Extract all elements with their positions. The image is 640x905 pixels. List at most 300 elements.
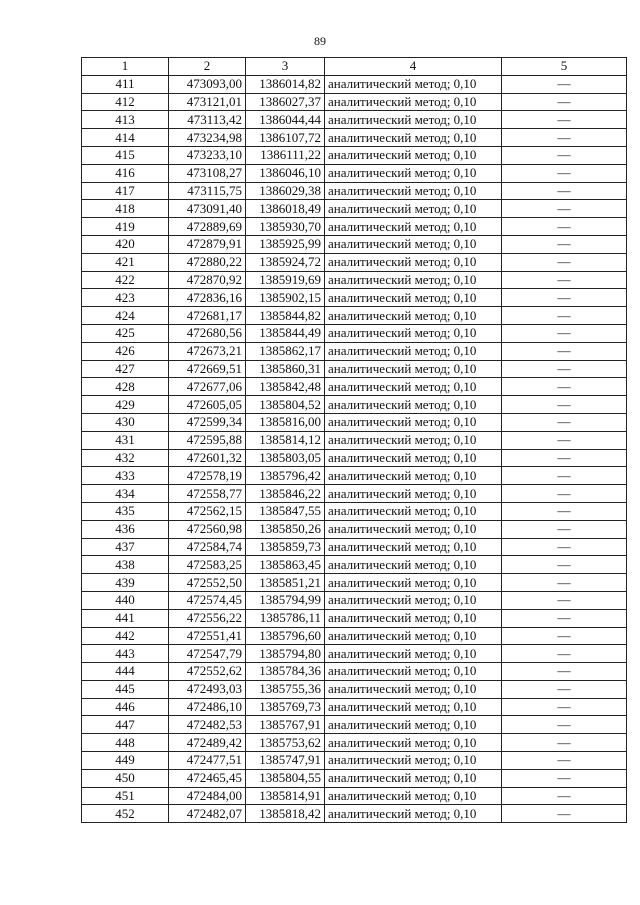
note-cell xyxy=(502,680,627,698)
y-coordinate-cell: 1385863,45 xyxy=(246,556,325,574)
column-header-2: 2 xyxy=(169,58,246,76)
note-cell xyxy=(502,360,627,378)
x-coordinate-cell: 472552,62 xyxy=(169,663,246,681)
point-number-cell: 421 xyxy=(82,253,169,271)
dash-mark: — xyxy=(557,165,571,181)
point-number-cell: 429 xyxy=(82,396,169,414)
table-row xyxy=(82,485,627,503)
table-row xyxy=(82,307,627,325)
x-coordinate-cell: 473093,00 xyxy=(169,75,246,93)
dash-mark: — xyxy=(557,76,571,92)
method-cell: аналитический метод; 0,10 xyxy=(325,182,502,200)
y-coordinate-cell: 1385794,99 xyxy=(246,591,325,609)
method-cell: аналитический метод; 0,10 xyxy=(325,360,502,378)
note-cell xyxy=(502,556,627,574)
x-coordinate-cell: 472556,22 xyxy=(169,609,246,627)
y-coordinate-cell: 1385753,62 xyxy=(246,734,325,752)
table-row xyxy=(82,146,627,164)
method-cell: аналитический метод; 0,10 xyxy=(325,431,502,449)
y-coordinate-cell: 1385803,05 xyxy=(246,449,325,467)
point-number-cell: 434 xyxy=(82,485,169,503)
method-cell: аналитический метод; 0,10 xyxy=(325,734,502,752)
table-row xyxy=(82,645,627,663)
note-cell xyxy=(502,663,627,681)
x-coordinate-cell: 473115,75 xyxy=(169,182,246,200)
x-coordinate-cell: 472486,10 xyxy=(169,698,246,716)
x-coordinate-cell: 472583,25 xyxy=(169,556,246,574)
table-row xyxy=(82,680,627,698)
dash-mark: — xyxy=(557,752,571,768)
dash-mark: — xyxy=(557,111,571,127)
method-cell: аналитический метод; 0,10 xyxy=(325,164,502,182)
y-coordinate-cell: 1385930,70 xyxy=(246,218,325,236)
dash-mark: — xyxy=(557,663,571,679)
note-cell xyxy=(502,413,627,431)
table-row xyxy=(82,182,627,200)
point-number-cell: 435 xyxy=(82,502,169,520)
point-number-cell: 427 xyxy=(82,360,169,378)
point-number-cell: 444 xyxy=(82,663,169,681)
dash-mark: — xyxy=(557,396,571,412)
dash-mark: — xyxy=(557,467,571,483)
method-cell: аналитический метод; 0,10 xyxy=(325,271,502,289)
dash-mark: — xyxy=(557,805,571,821)
point-number-cell: 416 xyxy=(82,164,169,182)
method-cell: аналитический метод; 0,10 xyxy=(325,680,502,698)
x-coordinate-cell: 472595,88 xyxy=(169,431,246,449)
table-body xyxy=(82,75,627,822)
x-coordinate-cell: 472562,15 xyxy=(169,502,246,520)
table-row xyxy=(82,769,627,787)
dash-mark: — xyxy=(557,343,571,359)
table-row xyxy=(82,591,627,609)
method-cell: аналитический метод; 0,10 xyxy=(325,129,502,147)
method-cell: аналитический метод; 0,10 xyxy=(325,574,502,592)
dash-mark: — xyxy=(557,93,571,109)
table-header-row xyxy=(82,58,627,76)
x-coordinate-cell: 472681,17 xyxy=(169,307,246,325)
y-coordinate-cell: 1385902,15 xyxy=(246,289,325,307)
note-cell xyxy=(502,609,627,627)
y-coordinate-cell: 1385796,42 xyxy=(246,467,325,485)
table-row xyxy=(82,200,627,218)
y-coordinate-cell: 1385769,73 xyxy=(246,698,325,716)
point-number-cell: 418 xyxy=(82,200,169,218)
page-number: 89 xyxy=(314,34,326,48)
point-number-cell: 430 xyxy=(82,413,169,431)
note-cell xyxy=(502,467,627,485)
y-coordinate-cell: 1385847,55 xyxy=(246,502,325,520)
point-number-cell: 414 xyxy=(82,129,169,147)
dash-mark: — xyxy=(557,681,571,697)
method-cell: аналитический метод; 0,10 xyxy=(325,235,502,253)
method-cell: аналитический метод; 0,10 xyxy=(325,556,502,574)
table-row xyxy=(82,324,627,342)
x-coordinate-cell: 472489,42 xyxy=(169,734,246,752)
point-number-cell: 415 xyxy=(82,146,169,164)
table-row xyxy=(82,627,627,645)
note-cell xyxy=(502,752,627,770)
y-coordinate-cell: 1385804,55 xyxy=(246,769,325,787)
method-cell: аналитический метод; 0,10 xyxy=(325,378,502,396)
x-coordinate-cell: 472552,50 xyxy=(169,574,246,592)
table-row xyxy=(82,805,627,823)
method-cell: аналитический метод; 0,10 xyxy=(325,253,502,271)
point-number-cell: 445 xyxy=(82,680,169,698)
dash-mark: — xyxy=(557,716,571,732)
point-number-cell: 411 xyxy=(82,75,169,93)
method-cell: аналитический метод; 0,10 xyxy=(325,449,502,467)
x-coordinate-cell: 472601,32 xyxy=(169,449,246,467)
table-row xyxy=(82,609,627,627)
point-number-cell: 419 xyxy=(82,218,169,236)
dash-mark: — xyxy=(557,485,571,501)
note-cell xyxy=(502,235,627,253)
dash-mark: — xyxy=(557,360,571,376)
point-number-cell: 432 xyxy=(82,449,169,467)
method-cell: аналитический метод; 0,10 xyxy=(325,396,502,414)
x-coordinate-cell: 472465,45 xyxy=(169,769,246,787)
dash-mark: — xyxy=(557,129,571,145)
dash-mark: — xyxy=(557,556,571,572)
y-coordinate-cell: 1385851,21 xyxy=(246,574,325,592)
dash-mark: — xyxy=(557,610,571,626)
point-number-cell: 436 xyxy=(82,520,169,538)
y-coordinate-cell: 1385786,11 xyxy=(246,609,325,627)
point-number-cell: 431 xyxy=(82,431,169,449)
y-coordinate-cell: 1385844,82 xyxy=(246,307,325,325)
table-row xyxy=(82,520,627,538)
method-cell: аналитический метод; 0,10 xyxy=(325,413,502,431)
method-cell: аналитический метод; 0,10 xyxy=(325,716,502,734)
method-cell: аналитический метод; 0,10 xyxy=(325,467,502,485)
note-cell xyxy=(502,289,627,307)
table-row xyxy=(82,253,627,271)
point-number-cell: 451 xyxy=(82,787,169,805)
x-coordinate-cell: 473108,27 xyxy=(169,164,246,182)
method-cell: аналитический метод; 0,10 xyxy=(325,146,502,164)
point-number-cell: 413 xyxy=(82,111,169,129)
dash-mark: — xyxy=(557,699,571,715)
dash-mark: — xyxy=(557,734,571,750)
note-cell xyxy=(502,75,627,93)
dash-mark: — xyxy=(557,325,571,341)
note-cell xyxy=(502,307,627,325)
x-coordinate-cell: 473113,42 xyxy=(169,111,246,129)
y-coordinate-cell: 1386018,49 xyxy=(246,200,325,218)
point-number-cell: 449 xyxy=(82,752,169,770)
method-cell: аналитический метод; 0,10 xyxy=(325,111,502,129)
y-coordinate-cell: 1385846,22 xyxy=(246,485,325,503)
column-header-3: 3 xyxy=(246,58,325,76)
dash-mark: — xyxy=(557,770,571,786)
method-cell: аналитический метод; 0,10 xyxy=(325,307,502,325)
y-coordinate-cell: 1386027,37 xyxy=(246,93,325,111)
method-cell: аналитический метод; 0,10 xyxy=(325,324,502,342)
note-cell xyxy=(502,164,627,182)
note-cell xyxy=(502,769,627,787)
method-cell: аналитический метод; 0,10 xyxy=(325,538,502,556)
x-coordinate-cell: 472493,03 xyxy=(169,680,246,698)
y-coordinate-cell: 1385859,73 xyxy=(246,538,325,556)
table-row xyxy=(82,663,627,681)
table-row xyxy=(82,413,627,431)
method-cell: аналитический метод; 0,10 xyxy=(325,200,502,218)
point-number-cell: 452 xyxy=(82,805,169,823)
note-cell xyxy=(502,146,627,164)
column-header-4: 4 xyxy=(325,58,502,76)
dash-mark: — xyxy=(557,289,571,305)
note-cell xyxy=(502,698,627,716)
point-number-cell: 417 xyxy=(82,182,169,200)
dash-mark: — xyxy=(557,574,571,590)
point-number-cell: 438 xyxy=(82,556,169,574)
x-coordinate-cell: 472584,74 xyxy=(169,538,246,556)
note-cell xyxy=(502,182,627,200)
note-cell xyxy=(502,431,627,449)
dash-mark: — xyxy=(557,788,571,804)
point-number-cell: 441 xyxy=(82,609,169,627)
table-row xyxy=(82,787,627,805)
y-coordinate-cell: 1386107,72 xyxy=(246,129,325,147)
table-row xyxy=(82,342,627,360)
point-number-cell: 442 xyxy=(82,627,169,645)
dash-mark: — xyxy=(557,147,571,163)
point-number-cell: 424 xyxy=(82,307,169,325)
method-cell: аналитический метод; 0,10 xyxy=(325,218,502,236)
y-coordinate-cell: 1385804,52 xyxy=(246,396,325,414)
note-cell xyxy=(502,805,627,823)
point-number-cell: 420 xyxy=(82,235,169,253)
note-cell xyxy=(502,378,627,396)
table-row xyxy=(82,235,627,253)
note-cell xyxy=(502,324,627,342)
method-cell: аналитический метод; 0,10 xyxy=(325,502,502,520)
dash-mark: — xyxy=(557,645,571,661)
x-coordinate-cell: 472669,51 xyxy=(169,360,246,378)
point-number-cell: 439 xyxy=(82,574,169,592)
table-row xyxy=(82,289,627,307)
note-cell xyxy=(502,218,627,236)
point-number-cell: 425 xyxy=(82,324,169,342)
table-row xyxy=(82,396,627,414)
point-number-cell: 428 xyxy=(82,378,169,396)
x-coordinate-cell: 472677,06 xyxy=(169,378,246,396)
point-number-cell: 433 xyxy=(82,467,169,485)
table-row xyxy=(82,467,627,485)
y-coordinate-cell: 1385784,36 xyxy=(246,663,325,681)
x-coordinate-cell: 472880,22 xyxy=(169,253,246,271)
note-cell xyxy=(502,591,627,609)
x-coordinate-cell: 472574,45 xyxy=(169,591,246,609)
y-coordinate-cell: 1385844,49 xyxy=(246,324,325,342)
x-coordinate-cell: 472547,79 xyxy=(169,645,246,663)
x-coordinate-cell: 472558,77 xyxy=(169,485,246,503)
note-cell xyxy=(502,716,627,734)
table-row xyxy=(82,164,627,182)
method-cell: аналитический метод; 0,10 xyxy=(325,698,502,716)
note-cell xyxy=(502,342,627,360)
dash-mark: — xyxy=(557,254,571,270)
y-coordinate-cell: 1385794,80 xyxy=(246,645,325,663)
note-cell xyxy=(502,200,627,218)
table-row xyxy=(82,698,627,716)
x-coordinate-cell: 472551,41 xyxy=(169,627,246,645)
x-coordinate-cell: 473121,01 xyxy=(169,93,246,111)
y-coordinate-cell: 1385796,60 xyxy=(246,627,325,645)
table-row xyxy=(82,574,627,592)
dash-mark: — xyxy=(557,538,571,554)
y-coordinate-cell: 1385860,31 xyxy=(246,360,325,378)
y-coordinate-cell: 1385814,12 xyxy=(246,431,325,449)
method-cell: аналитический метод; 0,10 xyxy=(325,787,502,805)
dash-mark: — xyxy=(557,521,571,537)
dash-mark: — xyxy=(557,592,571,608)
note-cell xyxy=(502,111,627,129)
method-cell: аналитический метод; 0,10 xyxy=(325,663,502,681)
method-cell: аналитический метод; 0,10 xyxy=(325,485,502,503)
table-row xyxy=(82,378,627,396)
x-coordinate-cell: 472477,51 xyxy=(169,752,246,770)
method-cell: аналитический метод; 0,10 xyxy=(325,805,502,823)
x-coordinate-cell: 472599,34 xyxy=(169,413,246,431)
x-coordinate-cell: 472680,56 xyxy=(169,324,246,342)
point-number-cell: 422 xyxy=(82,271,169,289)
x-coordinate-cell: 472482,53 xyxy=(169,716,246,734)
table-row xyxy=(82,502,627,520)
point-number-cell: 450 xyxy=(82,769,169,787)
point-number-cell: 412 xyxy=(82,93,169,111)
method-cell: аналитический метод; 0,10 xyxy=(325,627,502,645)
column-header-5: 5 xyxy=(502,58,627,76)
x-coordinate-cell: 472879,91 xyxy=(169,235,246,253)
note-cell xyxy=(502,129,627,147)
dash-mark: — xyxy=(557,236,571,252)
y-coordinate-cell: 1386044,44 xyxy=(246,111,325,129)
x-coordinate-cell: 472484,00 xyxy=(169,787,246,805)
note-cell xyxy=(502,449,627,467)
method-cell: аналитический метод; 0,10 xyxy=(325,645,502,663)
note-cell xyxy=(502,734,627,752)
method-cell: аналитический метод; 0,10 xyxy=(325,591,502,609)
point-number-cell: 446 xyxy=(82,698,169,716)
dash-mark: — xyxy=(557,182,571,198)
x-coordinate-cell: 472870,92 xyxy=(169,271,246,289)
point-number-cell: 448 xyxy=(82,734,169,752)
table-row xyxy=(82,111,627,129)
method-cell: аналитический метод; 0,10 xyxy=(325,520,502,538)
point-number-cell: 423 xyxy=(82,289,169,307)
point-number-cell: 447 xyxy=(82,716,169,734)
note-cell xyxy=(502,574,627,592)
table-row xyxy=(82,449,627,467)
y-coordinate-cell: 1385925,99 xyxy=(246,235,325,253)
dash-mark: — xyxy=(557,414,571,430)
table-row xyxy=(82,129,627,147)
table-row xyxy=(82,716,627,734)
table-row xyxy=(82,271,627,289)
point-number-cell: 437 xyxy=(82,538,169,556)
y-coordinate-cell: 1385747,91 xyxy=(246,752,325,770)
table-row xyxy=(82,360,627,378)
x-coordinate-cell: 472836,16 xyxy=(169,289,246,307)
note-cell xyxy=(502,502,627,520)
note-cell xyxy=(502,271,627,289)
method-cell: аналитический метод; 0,10 xyxy=(325,93,502,111)
y-coordinate-cell: 1385842,48 xyxy=(246,378,325,396)
table-row xyxy=(82,752,627,770)
note-cell xyxy=(502,627,627,645)
note-cell xyxy=(502,485,627,503)
method-cell: аналитический метод; 0,10 xyxy=(325,289,502,307)
note-cell xyxy=(502,787,627,805)
method-cell: аналитический метод; 0,10 xyxy=(325,609,502,627)
table-row xyxy=(82,431,627,449)
table-row xyxy=(82,538,627,556)
dash-mark: — xyxy=(557,432,571,448)
method-cell: аналитический метод; 0,10 xyxy=(325,752,502,770)
point-number-cell: 443 xyxy=(82,645,169,663)
x-coordinate-cell: 472605,05 xyxy=(169,396,246,414)
dash-mark: — xyxy=(557,627,571,643)
x-coordinate-cell: 472889,69 xyxy=(169,218,246,236)
note-cell xyxy=(502,93,627,111)
y-coordinate-cell: 1385862,17 xyxy=(246,342,325,360)
method-cell: аналитический метод; 0,10 xyxy=(325,769,502,787)
note-cell xyxy=(502,645,627,663)
note-cell xyxy=(502,396,627,414)
x-coordinate-cell: 473091,40 xyxy=(169,200,246,218)
y-coordinate-cell: 1385767,91 xyxy=(246,716,325,734)
y-coordinate-cell: 1385919,69 xyxy=(246,271,325,289)
x-coordinate-cell: 472560,98 xyxy=(169,520,246,538)
y-coordinate-cell: 1385850,26 xyxy=(246,520,325,538)
y-coordinate-cell: 1386029,38 xyxy=(246,182,325,200)
y-coordinate-cell: 1385924,72 xyxy=(246,253,325,271)
dash-mark: — xyxy=(557,378,571,394)
y-coordinate-cell: 1386014,82 xyxy=(246,75,325,93)
dash-mark: — xyxy=(557,449,571,465)
y-coordinate-cell: 1385818,42 xyxy=(246,805,325,823)
dash-mark: — xyxy=(557,271,571,287)
x-coordinate-cell: 473233,10 xyxy=(169,146,246,164)
x-coordinate-cell: 472673,21 xyxy=(169,342,246,360)
x-coordinate-cell: 473234,98 xyxy=(169,129,246,147)
dash-mark: — xyxy=(557,200,571,216)
dash-mark: — xyxy=(557,307,571,323)
y-coordinate-cell: 1386046,10 xyxy=(246,164,325,182)
table-row xyxy=(82,556,627,574)
dash-mark: — xyxy=(557,503,571,519)
note-cell xyxy=(502,538,627,556)
table-row xyxy=(82,734,627,752)
method-cell: аналитический метод; 0,10 xyxy=(325,75,502,93)
note-cell xyxy=(502,253,627,271)
point-number-cell: 426 xyxy=(82,342,169,360)
table-row xyxy=(82,218,627,236)
column-header-1: 1 xyxy=(82,58,169,76)
dash-mark: — xyxy=(557,218,571,234)
note-cell xyxy=(502,520,627,538)
table-row xyxy=(82,75,627,93)
method-cell: аналитический метод; 0,10 xyxy=(325,342,502,360)
y-coordinate-cell: 1385816,00 xyxy=(246,413,325,431)
y-coordinate-cell: 1385755,36 xyxy=(246,680,325,698)
coordinates-table xyxy=(81,57,627,823)
x-coordinate-cell: 472578,19 xyxy=(169,467,246,485)
x-coordinate-cell: 472482,07 xyxy=(169,805,246,823)
table-row xyxy=(82,93,627,111)
